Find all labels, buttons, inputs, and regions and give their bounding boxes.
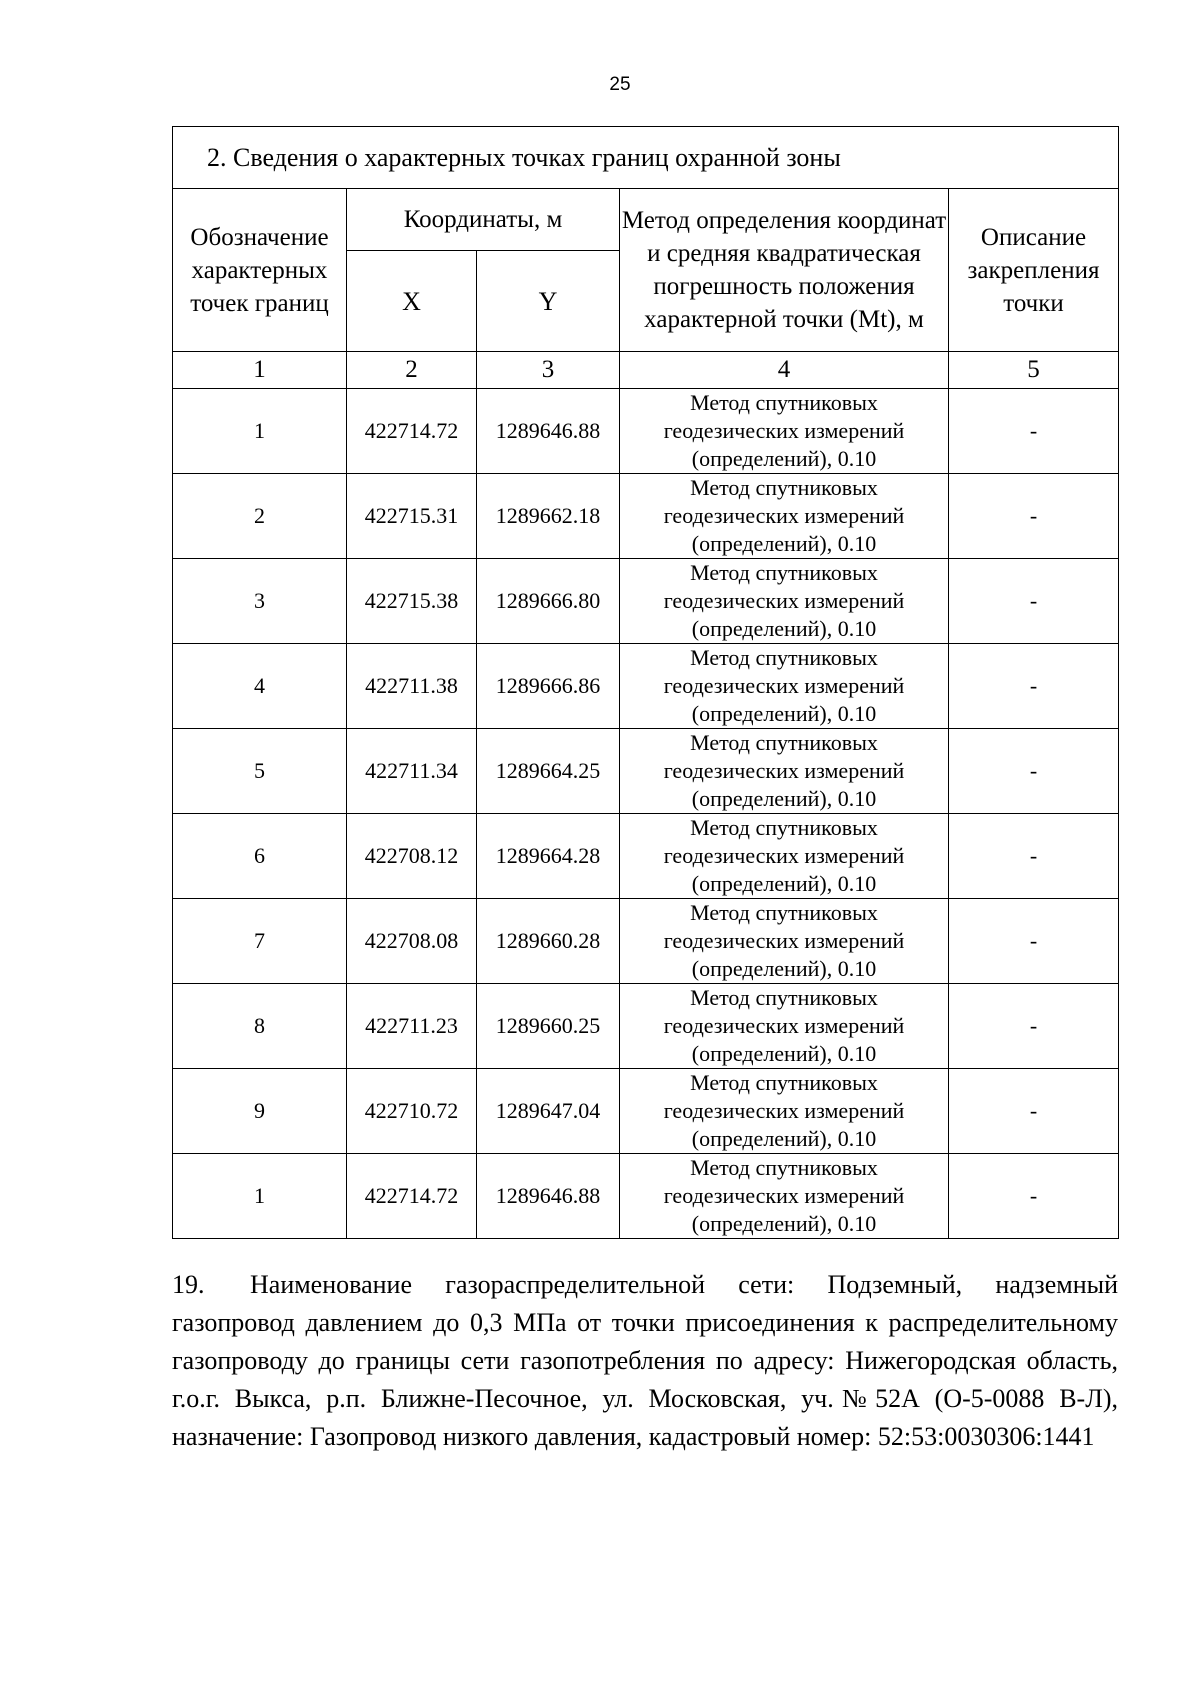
description-cell: - [949,389,1119,474]
description-cell: - [949,899,1119,984]
gas-network-paragraph [172,1266,1118,1456]
method-cell: Метод спутниковых геодезических измерений (определений), 0.10 [620,559,949,644]
table-row [173,899,1119,984]
header-designation: Обозначение характерных точек границ [173,189,347,352]
coord-x: 422711.34 [347,729,477,814]
column-number: 2 [347,352,477,389]
point-id: 4 [173,644,347,729]
coord-x: 422714.72 [347,389,477,474]
point-id: 7 [173,899,347,984]
column-number: 3 [477,352,620,389]
method-cell: Метод спутниковых геодезических измерений (определений), 0.10 [620,644,949,729]
coord-x: 422708.12 [347,814,477,899]
paragraph-text: Наименование газораспределительной сети: Подземный, надземный газопровод давлением до 0,3 МПа от точки присоединения к распределительному газопроводу до границы сети газопотребления по адресу: Нижегородская область, г.о.г. Выкса, р.п. Ближне-Песочное, ул. Московская, уч.№52А (О-5-0088 В-Л), назначение: Газопровод низкого давления, кадастровый номер: 52:53:0030306:1441 [172,1270,1118,1451]
header-x: X [347,251,477,352]
header-method: Метод определения координат и средняя квадратическая погрешность положения характерной точки (Mt), м [620,189,949,352]
coord-x: 422715.31 [347,474,477,559]
coord-x: 422710.72 [347,1069,477,1154]
column-number: 1 [173,352,347,389]
coord-y: 1289666.80 [477,559,620,644]
point-id: 3 [173,559,347,644]
coord-y: 1289666.86 [477,644,620,729]
coord-y: 1289660.28 [477,899,620,984]
coord-y: 1289647.04 [477,1069,620,1154]
column-number-row [173,352,1119,389]
method-cell: Метод спутниковых геодезических измерений (определений), 0.10 [620,814,949,899]
table-row [173,814,1119,899]
header-coordinates: Координаты, м [347,189,620,251]
description-cell: - [949,984,1119,1069]
description-cell: - [949,644,1119,729]
coord-x: 422711.23 [347,984,477,1069]
method-cell: Метод спутниковых геодезических измерений (определений), 0.10 [620,1154,949,1239]
coord-y: 1289664.25 [477,729,620,814]
coord-x: 422711.38 [347,644,477,729]
description-cell: - [949,559,1119,644]
coord-y: 1289664.28 [477,814,620,899]
coord-x: 422715.38 [347,559,477,644]
description-cell: - [949,1154,1119,1239]
coord-y: 1289646.88 [477,1154,620,1239]
column-number: 5 [949,352,1119,389]
point-id: 9 [173,1069,347,1154]
table-row [173,1069,1119,1154]
table-row [173,559,1119,644]
table-row [173,729,1119,814]
table-row [173,1154,1119,1239]
method-cell: Метод спутниковых геодезических измерений (определений), 0.10 [620,984,949,1069]
header-description: Описание закрепления точки [949,189,1119,352]
column-number: 4 [620,352,949,389]
point-id: 1 [173,389,347,474]
table-row [173,389,1119,474]
boundary-points-table [172,126,1119,1239]
paragraph-number: 19. [172,1270,205,1299]
description-cell: - [949,814,1119,899]
method-cell: Метод спутниковых геодезических измерений (определений), 0.10 [620,1069,949,1154]
point-id: 6 [173,814,347,899]
method-cell: Метод спутниковых геодезических измерений (определений), 0.10 [620,729,949,814]
header-y: Y [477,251,620,352]
coord-y: 1289646.88 [477,389,620,474]
method-cell: Метод спутниковых геодезических измерений (определений), 0.10 [620,389,949,474]
table-row [173,984,1119,1069]
point-id: 1 [173,1154,347,1239]
point-id: 2 [173,474,347,559]
point-id: 8 [173,984,347,1069]
coord-y: 1289660.25 [477,984,620,1069]
coord-x: 422708.08 [347,899,477,984]
table-title: 2. Сведения о характерных точках границ охранной зоны [173,127,1119,189]
page-number: 25 [609,74,631,95]
coord-x: 422714.72 [347,1154,477,1239]
table-row [173,644,1119,729]
table-row [173,474,1119,559]
point-id: 5 [173,729,347,814]
description-cell: - [949,474,1119,559]
method-cell: Метод спутниковых геодезических измерений (определений), 0.10 [620,474,949,559]
description-cell: - [949,1069,1119,1154]
coord-y: 1289662.18 [477,474,620,559]
description-cell: - [949,729,1119,814]
method-cell: Метод спутниковых геодезических измерений (определений), 0.10 [620,899,949,984]
